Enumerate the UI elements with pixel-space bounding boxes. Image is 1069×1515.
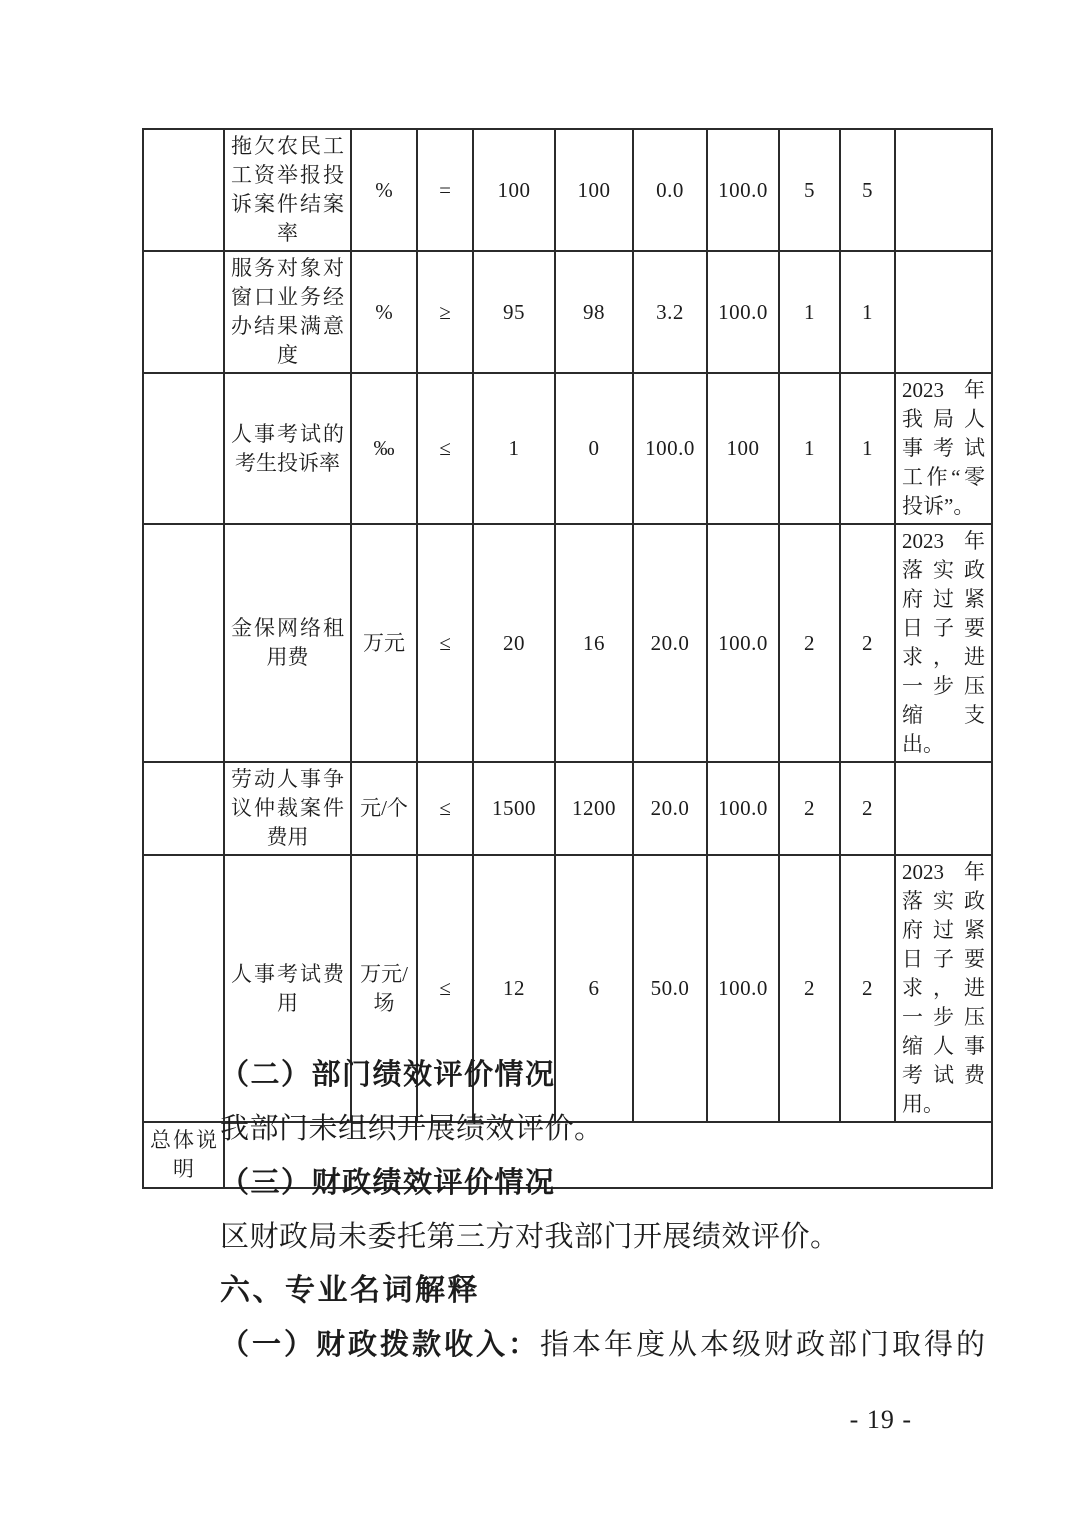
note-cell: 2023 年我局人事考试工作“零投诉”。 [895,373,992,524]
completion-rate-cell: 100.0 [707,762,779,855]
completion-rate-cell: 100.0 [707,524,779,762]
note-cell [895,251,992,373]
paragraph-term-definition [142,1318,991,1372]
target-value-cell: 1500 [473,762,555,855]
paragraph-dept-eval: 我部门未组织开展绩效评价。 [220,1113,604,1145]
score-cell: 2 [840,524,895,762]
actual-value-cell: 0 [555,373,633,524]
actual-value-cell: 100 [555,129,633,251]
actual-value-cell: 1200 [555,762,633,855]
weight-cell: 2 [779,855,840,1122]
category-cell [143,129,224,251]
completion-rate-cell: 100.0 [707,251,779,373]
operator-cell: ≤ [417,524,473,762]
category-cell [143,251,224,373]
note-cell [895,762,992,855]
section-heading-terms: 六、专业名词解释 [220,1274,480,1307]
table-row [143,251,992,373]
score-cell: 1 [840,373,895,524]
target-value-cell: 95 [473,251,555,373]
target-value-cell: 1 [473,373,555,524]
deviation-rate-cell: 20.0 [633,762,707,855]
category-cell [143,762,224,855]
unit-cell: 万元 [351,524,417,762]
unit-cell: 万元/场 [351,855,417,1122]
indicator-name-cell: 金保网络租用费 [224,524,351,762]
indicator-name-cell: 劳动人事争议仲裁案件费用 [224,762,351,855]
section-heading-fiscal-eval: （三）财政绩效评价情况 [220,1167,556,1199]
target-value-cell: 20 [473,524,555,762]
table-row [143,129,992,251]
section-heading-dept-eval: （二）部门绩效评价情况 [220,1059,556,1091]
note-cell: 2023 年落实政府过紧日子要求，进一步压缩支出。 [895,524,992,762]
unit-cell: % [351,251,417,373]
indicator-name-cell: 人事考试费用 [224,855,351,1122]
indicator-name-cell: 服务对象对窗口业务经办结果满意度 [224,251,351,373]
term-rest: 指本年度从本级财政部门取得的 [540,1329,989,1361]
deviation-rate-cell: 20.0 [633,524,707,762]
operator-cell: ≤ [417,762,473,855]
weight-cell: 1 [779,251,840,373]
score-cell: 5 [840,129,895,251]
weight-cell: 2 [779,524,840,762]
term-lead: （一）财政拨款收入： [220,1329,541,1361]
completion-rate-cell: 100 [707,373,779,524]
paragraph-fiscal-eval: 区财政局未委托第三方对我部门开展绩效评价。 [220,1221,840,1253]
category-cell [143,373,224,524]
category-cell [143,524,224,762]
body-text-block [142,1048,991,1372]
unit-cell: ‰ [351,373,417,524]
performance-indicator-table [142,128,993,1189]
deviation-rate-cell: 0.0 [633,129,707,251]
operator-cell: ≥ [417,251,473,373]
table-row [143,762,992,855]
note-cell: 2023 年落实政府过紧日子要求，进一步压缩人事考试费用。 [895,855,992,1122]
actual-value-cell: 6 [555,855,633,1122]
indicator-name-cell: 人事考试的考生投诉率 [224,373,351,524]
indicator-name-cell: 拖欠农民工工资举报投诉案件结案率 [224,129,351,251]
completion-rate-cell: 100.0 [707,855,779,1122]
weight-cell: 1 [779,373,840,524]
score-cell: 1 [840,251,895,373]
operator-cell: = [417,129,473,251]
completion-rate-cell: 100.0 [707,129,779,251]
operator-cell: ≤ [417,373,473,524]
note-cell [895,129,992,251]
unit-cell: % [351,129,417,251]
table-row [143,373,992,524]
operator-cell: ≤ [417,855,473,1122]
actual-value-cell: 16 [555,524,633,762]
weight-cell: 5 [779,129,840,251]
deviation-rate-cell: 3.2 [633,251,707,373]
table-row [143,524,992,762]
score-cell: 2 [840,762,895,855]
weight-cell: 2 [779,762,840,855]
summary-label-cell: 总体说明 [143,1122,224,1188]
deviation-rate-cell: 50.0 [633,855,707,1122]
actual-value-cell: 98 [555,251,633,373]
score-cell: 2 [840,855,895,1122]
target-value-cell: 100 [473,129,555,251]
deviation-rate-cell: 100.0 [633,373,707,524]
unit-cell: 元/个 [351,762,417,855]
page-number: - 19 - [849,1405,912,1434]
target-value-cell: 12 [473,855,555,1122]
